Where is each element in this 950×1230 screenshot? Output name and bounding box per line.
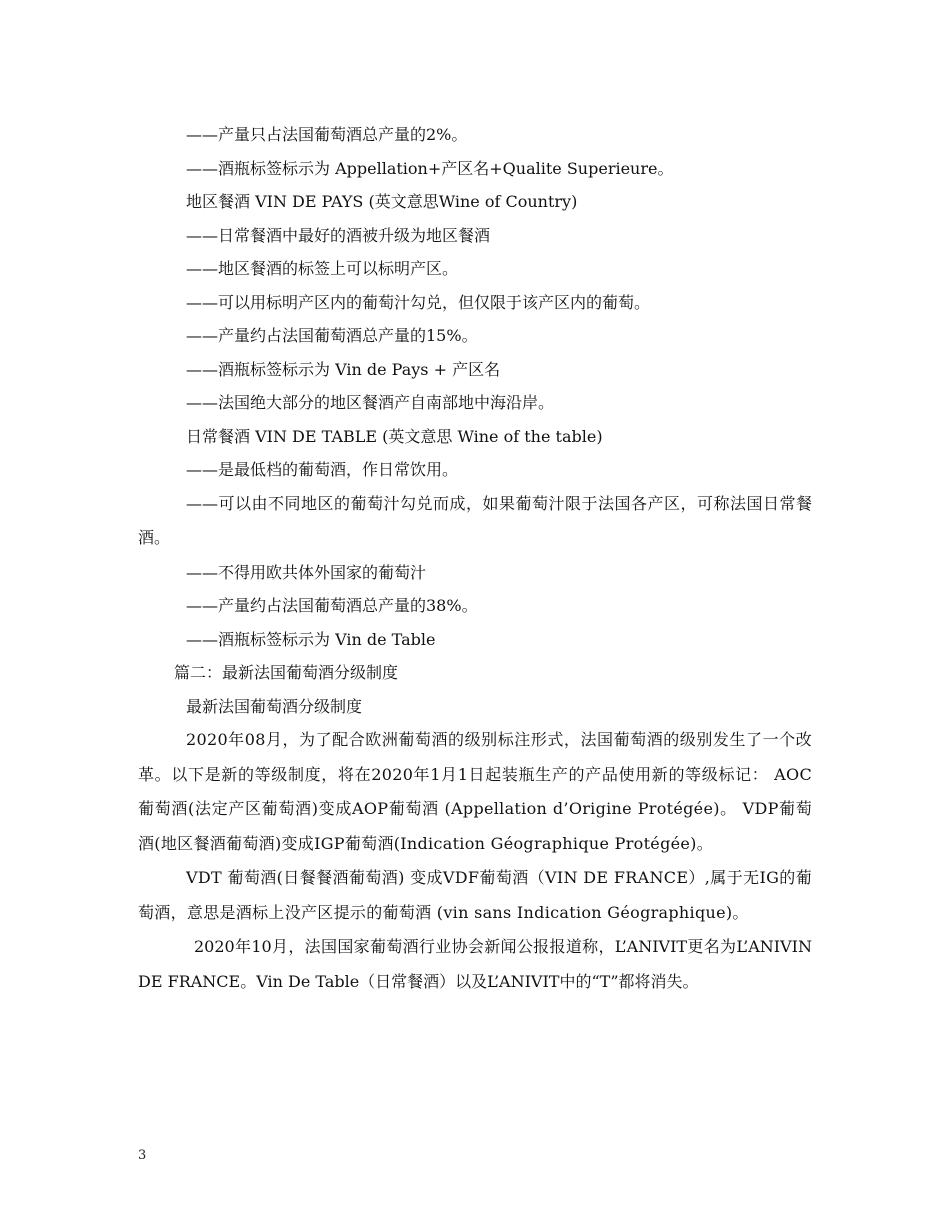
- section-heading: 篇二：最新法国葡萄酒分级制度: [174, 663, 399, 682]
- text-line: ——产量约占法国葡萄酒总产量的38%。: [186, 596, 478, 615]
- text-line: ——日常餐酒中最好的酒被升级为地区餐酒: [186, 225, 491, 245]
- text-line: ——可以用标明产区内的葡萄汁勾兑，但仅限于该产区内的葡萄。: [186, 292, 651, 312]
- text-line: ——酒瓶标签标示为 Appellation+产区名+Qualite Superieure。: [186, 158, 674, 178]
- paragraph-vdt: VDT 葡萄酒(日餐餐酒葡萄酒) 变成VDF葡萄酒（VIN DE FRANCE）,属于无IG的葡萄酒，意思是酒标上没产区提示的葡萄酒 (vin sans Indication Géographique)。: [138, 868, 812, 922]
- subheading-vin-de-pays: 地区餐酒 VIN DE PAYS (英文意思Wine of Country): [186, 192, 578, 211]
- text-line: ——酒瓶标签标示为 Vin de Table: [186, 629, 436, 649]
- paragraph-anivit: 2020年10月，法国国家葡萄酒行业协会新闻公报报道称，L’ANIVIT更名为L’ANIVIN DE FRANCE。Vin De Table（日常餐酒）以及L’ANIVIT中的“T”都将消失。: [138, 937, 812, 991]
- text-line: ——是最低档的葡萄酒，作日常饮用。: [186, 460, 459, 479]
- text-line: ——产量只占法国葡萄酒总产量的2%。: [186, 125, 468, 144]
- page-content: [138, 118, 812, 999]
- paragraph-reform: 2020年08月，为了配合欧洲葡萄酒的级别标注形式，法国葡萄酒的级别发生了一个改革。以下是新的等级制度，将在2020年1月1日起装瓶生产的产品使用新的等级标记： AOC葡萄酒(法定产区葡萄酒)变成AOP葡萄酒 (Appellation d’Origine Protégée)。 VDP葡萄酒(地区餐酒葡萄酒)变成IGP葡萄酒(Indication Géographique Protégée)。: [138, 730, 812, 853]
- page-number: 3: [138, 1148, 147, 1163]
- text-line: ——产量约占法国葡萄酒总产量的15%。: [186, 326, 478, 345]
- text-line: ——法国绝大部分的地区餐酒产自南部地中海沿岸。: [186, 393, 555, 412]
- paragraph-blend: ——可以由不同地区的葡萄汁勾兑而成，如果葡萄汁限于法国各产区，可称法国日常餐酒。: [138, 493, 812, 547]
- subheading-vin-de-table: 日常餐酒 VIN DE TABLE (英文意思 Wine of the table): [186, 426, 603, 446]
- text-line: ——地区餐酒的标签上可以标明产区。: [186, 259, 459, 278]
- text-line: ——不得用欧共体外国家的葡萄汁: [186, 562, 427, 582]
- section-title: 最新法国葡萄酒分级制度: [186, 696, 363, 716]
- text-line: ——酒瓶标签标示为 Vin de Pays + 产区名: [186, 359, 501, 379]
